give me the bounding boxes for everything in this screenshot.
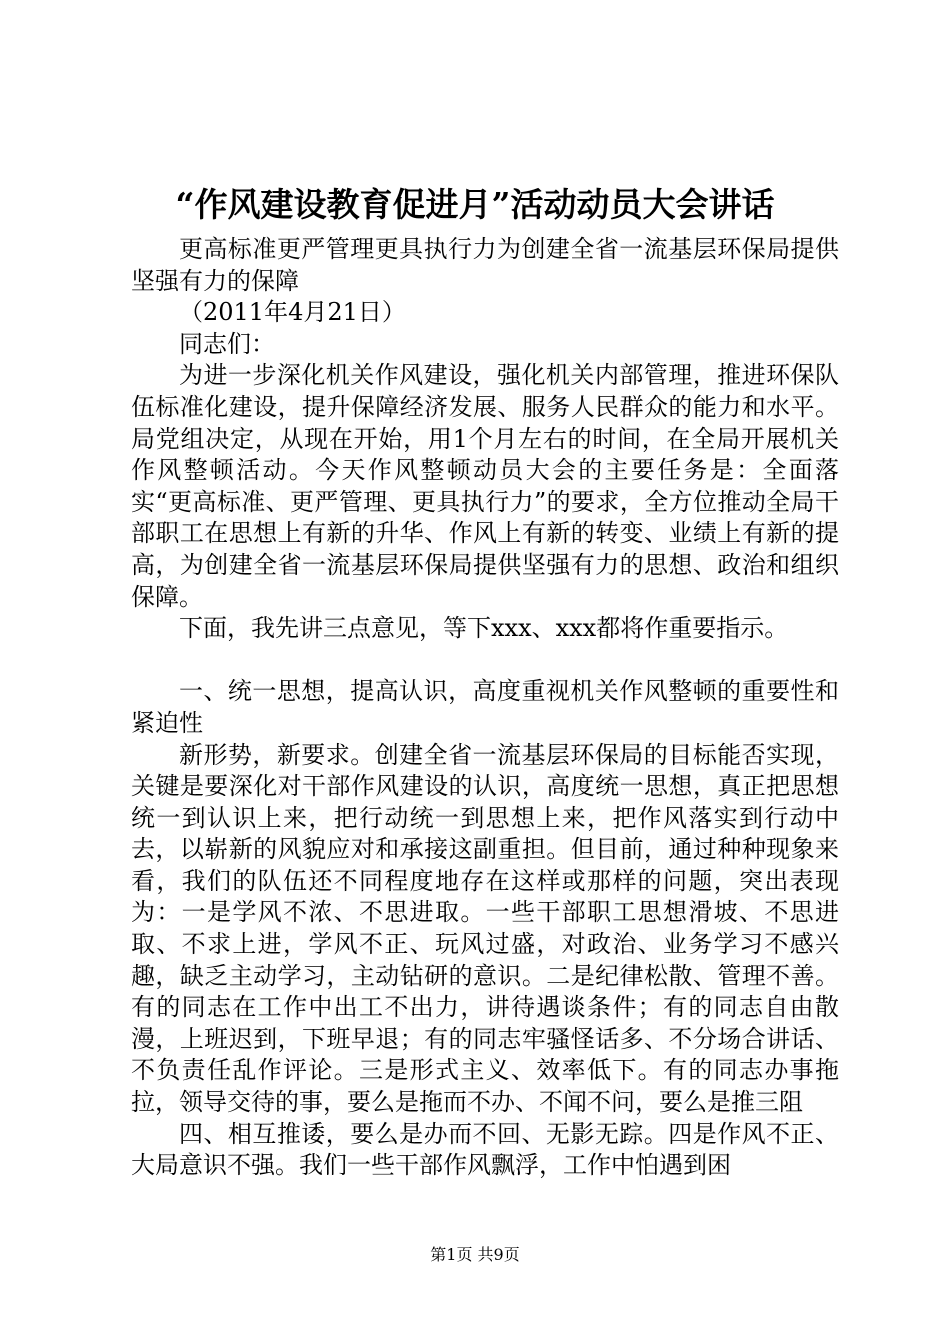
blank-line: [131, 645, 839, 677]
body-paragraph: 下面，我先讲三点意见，等下xxx、xxx都将作重要指示。: [179, 614, 789, 643]
body-paragraph: 新形势，新要求。创建全省一流基层环保局的目标能否实现，关键是要深化对干部作风建设的认识，高度统一思想，真正把思想统一到认识上来，把行动统一到思想上来，把作风落实到行动中去，以崭新的风貌应对和承接这副重担。但目前，通过种种现象来看，我们的队伍还不同程度地存在这样或那样的问题，突出表现为：一是学风不浓、不思进取。一些干部职工思想滑坡、不思进取、不求上进，学风不正、玩风过盛，对政治、业务学习不感兴趣，缺乏主动学习，主动钻研的意识。二是纪律松散、管理不善。有的同志在工作中出工不出力，讲待遇谈条件；有的同志自由散漫，上班迟到，下班早退；有的同志牢骚怪话多、不分场合讲话、不负责任乱作评论。三是形式主义、效率低下。有的同志办事拖拉，领导交待的事，要么是拖而不办、不闻不问，要么是推三阻: [131, 740, 839, 1117]
page-footer: 第1页 共9页: [430, 1245, 520, 1264]
date-paragraph: （2011年4月21日）: [179, 298, 406, 327]
document-body: [131, 234, 839, 1182]
salutation-paragraph: 同志们：: [179, 329, 275, 358]
section-heading: 一、统一思想，提高认识，高度重视机关作风整顿的重要性和紧迫性: [131, 677, 839, 737]
body-paragraph: 为进一步深化机关作风建设，强化机关内部管理，推进环保队伍标准化建设，提升保障经济发展、服务人民群众的能力和水平。局党组决定，从现在开始，用1个月左右的时间，在全局开展机关作风整顿活动。今天作风整顿动员大会的主要任务是：全面落实“更高标准、更严管理、更具执行力”的要求，全方位推动全局干部职工在思想上有新的升华、作风上有新的转变、业绩上有新的提高，为创建全省一流基层环保局提供坚强有力的思想、政治和组织保障。: [131, 361, 839, 611]
subtitle-paragraph: 更高标准更严管理更具执行力为创建全省一流基层环保局提供坚强有力的保障: [131, 235, 839, 295]
document-title: “作风建设教育促进月”活动动员大会讲话: [175, 185, 775, 224]
body-paragraph: 四、相互推诿，要么是办而不回、无影无踪。四是作风不正、大局意识不强。我们一些干部作风飘浮，工作中怕遇到困: [131, 1119, 839, 1180]
